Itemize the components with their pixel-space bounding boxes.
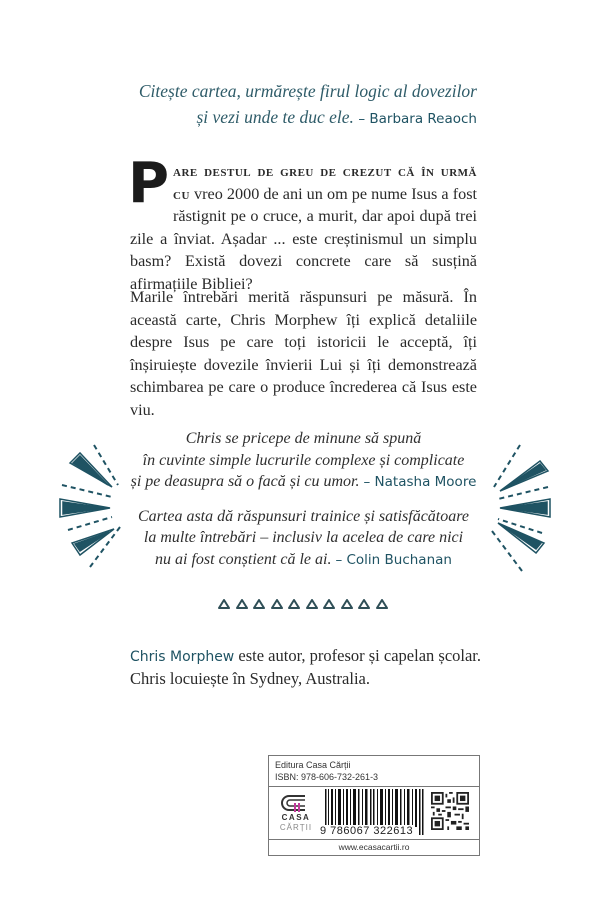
- endorsement-2-line-2: la multe întrebări – inclusiv la acelea de care nici: [143, 529, 464, 546]
- description-paragraph: Marile întrebări merită răspunsuri pe măsură. În această carte, Chris Morphew îți explică detaliile despre Isus pe care toți istoricii le acceptă, îți înșiruiește dovezile învierii Lui și îți demonstrează schimbarea pe care o produce încrederea că Isus este viu.: [130, 288, 477, 419]
- author-bio-line-1: Chris Morphew este autor, profesor și capelan școlar.: [130, 646, 482, 665]
- triangle-icon: [376, 598, 388, 610]
- qr-code-icon: [431, 792, 469, 830]
- burst-right-icon: [478, 425, 568, 575]
- triangle-icon: [358, 598, 370, 610]
- isbn-number: ISBN: 978-606-732-261-3: [275, 772, 379, 782]
- endorsement-2-attribution: – Colin Buchanan: [335, 551, 452, 568]
- endorsement-2-line-1: Cartea asta dă răspunsuri trainice și satisfăcătoare: [138, 507, 469, 525]
- drop-cap: P: [128, 151, 170, 216]
- logo-text-casa: CASA: [281, 813, 311, 822]
- intro-text: vreo 2000 de ani un om pe nume Isus a fost răstignit pe o cruce, a murit, dar apoi după trei zile a înviat. Așadar ... este creștinismul un simplu basm? Există dovezi concrete care să susțină afirmațiile Bibliei?: [130, 184, 477, 293]
- book-logo-icon: [275, 793, 317, 813]
- endorsement-1-line-1: Chris se pricepe de minune să spună: [185, 430, 422, 447]
- triangle-icon: [271, 598, 283, 610]
- author-bio: [130, 645, 490, 690]
- endorsement-1-attribution: – Natasha Moore: [363, 474, 477, 490]
- top-quote-line-2: și vezi unde te duc ele. – Barbara Reaoch: [196, 107, 477, 127]
- intro-paragraph: [128, 151, 477, 296]
- top-quote: [120, 78, 477, 132]
- publisher-name: Editura Casa Cărții: [275, 760, 351, 770]
- author-bio-line-2: Chris locuiește în Sydney, Australia.: [130, 669, 370, 688]
- triangle-icon: [306, 598, 318, 610]
- logo-text-cartii: CĂRȚII: [279, 823, 313, 832]
- endorsement-1: [130, 428, 477, 494]
- triangle-icon: [323, 598, 335, 610]
- triangle-icon: [236, 598, 248, 610]
- triangle-icon: [341, 598, 353, 610]
- isbn-codes: [269, 787, 479, 840]
- publisher-logo: [275, 793, 317, 837]
- triangle-icon: [218, 598, 230, 610]
- triangle-icon: [288, 598, 300, 610]
- author-name: Chris Morphew: [130, 649, 235, 665]
- endorsement-1-line-3: și pe deasupra să o facă și cu umor. – Natasha Moore: [130, 473, 477, 490]
- top-quote-attribution: – Barbara Reaoch: [358, 111, 477, 127]
- publisher-website: www.ecasacartii.ro: [338, 842, 410, 852]
- endorsement-2: [130, 506, 477, 572]
- isbn-block: [268, 755, 480, 856]
- isbn-header: [269, 756, 479, 787]
- triangle-divider: [218, 598, 388, 612]
- barcode-number: 9 786067 322613: [320, 825, 414, 837]
- top-quote-line-1: Citește cartea, urmărește firul logic al dovezilor: [138, 81, 477, 101]
- intro-smallcaps: are destul de greu de crezut că în urmă cu: [173, 162, 477, 203]
- endorsement-2-line-3: nu ai fost conștient că le ai. – Colin Buchanan: [155, 550, 452, 568]
- triangle-icon: [253, 598, 265, 610]
- endorsements: [130, 428, 477, 583]
- endorsement-1-line-2: în cuvinte simple lucrurile complexe și complicate: [142, 451, 465, 469]
- burst-left-icon: [42, 425, 132, 575]
